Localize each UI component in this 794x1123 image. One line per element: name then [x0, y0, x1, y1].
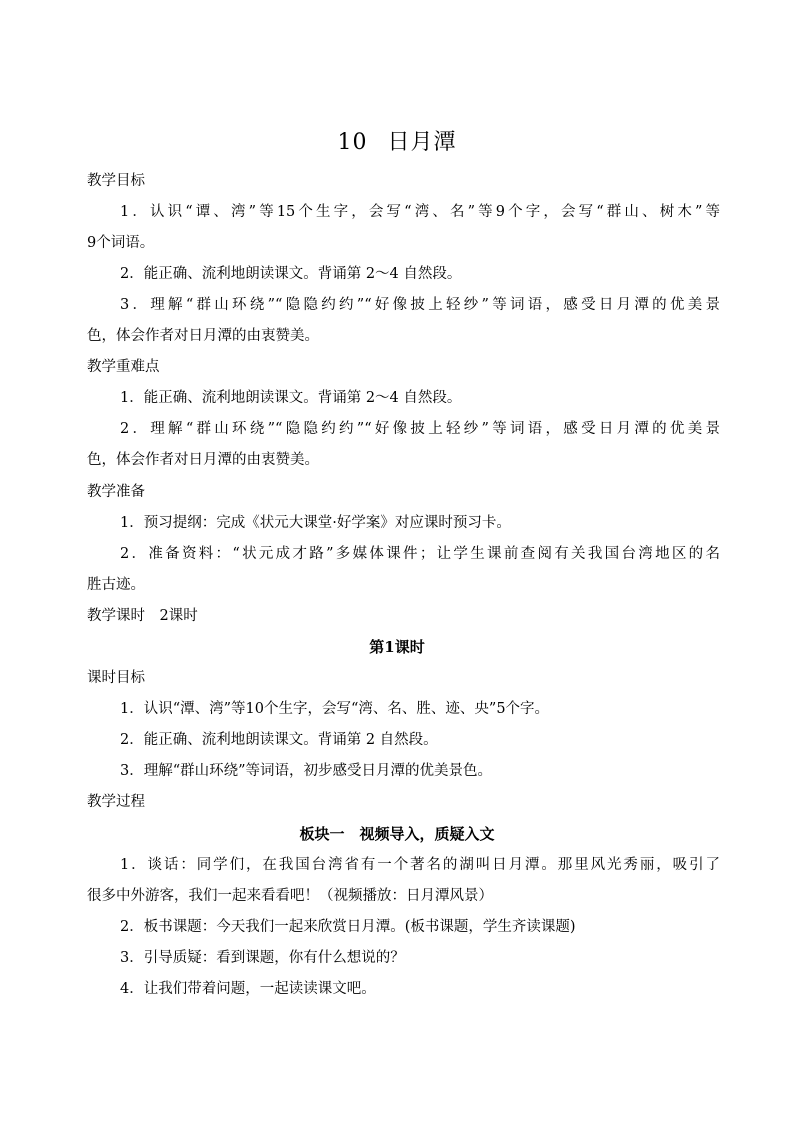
lesson-name: 日月潭	[387, 130, 457, 155]
class-hours: 教学课时 2课时	[87, 608, 198, 624]
period-goal-2: 2．能正确、流利地朗读课文。背诵第 2 自然段。	[120, 732, 438, 748]
key-points-heading: 教学重难点	[87, 359, 160, 375]
period-goal-3: 3．理解“群山环绕”等词语，初步感受日月潭的优美景色。	[120, 763, 493, 779]
period-title: 第1课时	[369, 638, 425, 656]
goal-1-line-1: 1．认识“谭、湾”等15个生字，会写“湾、名”等9个字，会写“群山、树木”等	[120, 204, 720, 220]
preparation-2-line-1: 2．准备资料：“状元成才路”多媒体课件；让学生课前查阅有关我国台湾地区的名	[120, 546, 720, 562]
key-point-1: 1．能正确、流利地朗读课文。背诵第 2～4 自然段。	[120, 390, 462, 406]
step-1-line-2: 很多中外游客，我们一起来看看吧！（视频播放：日月潭风景）	[87, 888, 493, 904]
goal-1-line-2: 9个词语。	[87, 235, 155, 251]
key-point-2-line-2: 色，体会作者对日月潭的由衷赞美。	[87, 452, 319, 468]
step-3: 3．引导质疑：看到课题，你有什么想说的？	[120, 950, 405, 966]
goal-3-line-1: 3．理解“群山环绕”“隐隐约约”“好像披上轻纱”等词语，感受日月潭的优美景	[120, 297, 720, 313]
preparation-2-line-2: 胜古迹。	[87, 577, 145, 593]
preparation-1: 1．预习提纲：完成《状元大课堂·好学案》对应课时预习卡。	[120, 515, 511, 531]
preparation-heading: 教学准备	[87, 484, 145, 500]
step-4: 4．让我们带着问题，一起读读课文吧。	[120, 981, 376, 997]
step-2: 2．板书课题：今天我们一起来欣赏日月潭。(板书课题，学生齐读课题)	[120, 919, 576, 935]
step-1-line-1: 1．谈话：同学们，在我国台湾省有一个著名的湖叫日月潭。那里风光秀丽，吸引了	[120, 857, 720, 873]
period-goals-heading: 课时目标	[87, 670, 145, 686]
lesson-number: 10	[337, 130, 368, 155]
goals-heading: 教学目标	[87, 173, 145, 189]
process-heading: 教学过程	[87, 794, 145, 810]
key-point-2-line-1: 2．理解“群山环绕”“隐隐约约”“好像披上轻纱”等词语，感受日月潭的优美景	[120, 421, 720, 437]
goal-3-line-2: 色，体会作者对日月潭的由衷赞美。	[87, 328, 319, 344]
goal-2: 2．能正确、流利地朗读课文。背诵第 2～4 自然段。	[120, 266, 462, 282]
period-goal-1: 1．认识“潭、湾”等10个生字，会写“湾、名、胜、迹、央”5个字。	[120, 701, 550, 717]
block-1-title: 板块一 视频导入，质疑入文	[299, 825, 495, 843]
lesson-title	[0, 128, 794, 158]
